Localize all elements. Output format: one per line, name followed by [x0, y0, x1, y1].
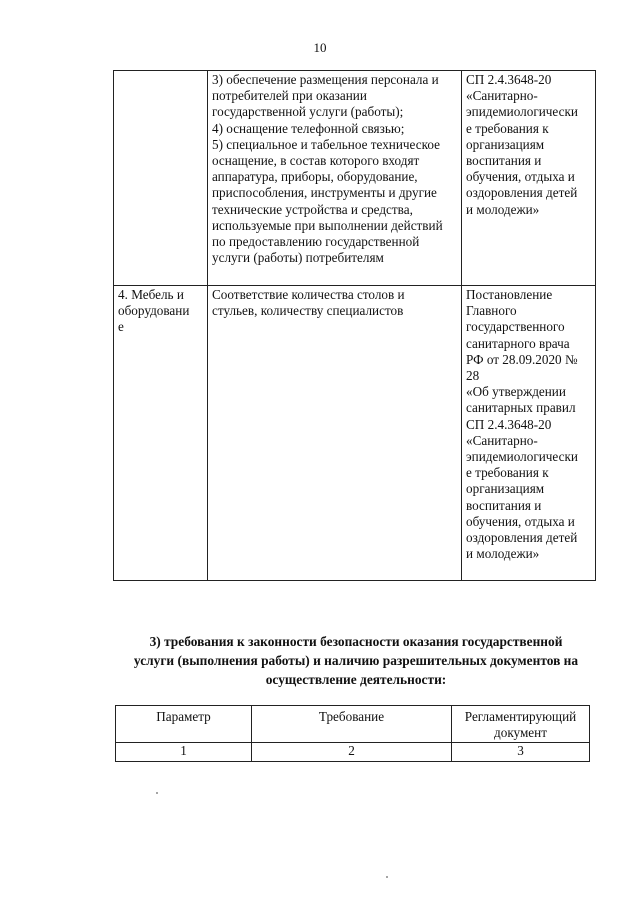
requirements-table — [113, 70, 596, 581]
table-cell-document — [462, 71, 596, 286]
parameter-text: 4. Мебель и — [118, 287, 184, 302]
header-cell-document: Регламентирующий документ — [452, 706, 590, 743]
section-heading-line: 3) требования к законности безопасности оказания государственной — [149, 634, 563, 649]
table-header-row — [116, 706, 590, 743]
document-text: е требования к — [466, 120, 549, 136]
requirement-text: используемые при выполнении действий — [212, 217, 443, 233]
document-text: обучения, отдыха и — [466, 513, 575, 529]
column-number-cell: 3 — [452, 743, 590, 761]
table-cell-parameter — [114, 71, 208, 286]
document-text: Постановление — [466, 287, 553, 302]
document-text: и молодежи» — [466, 201, 540, 217]
requirement-text: 5) специальное и табельное техническое — [212, 136, 440, 152]
document-text: СП 2.4.3648-20 — [466, 416, 552, 432]
document-text: оздоровления детей — [466, 185, 578, 201]
requirement-text: 3) обеспечение размещения персонала и — [212, 72, 439, 87]
table-row — [114, 286, 596, 581]
column-number-cell: 2 — [252, 743, 452, 761]
document-text: воспитания и — [466, 153, 542, 169]
requirement-text: приспособления, инструменты и другие — [212, 185, 437, 201]
document-text: эпидемиологически — [466, 449, 578, 465]
column-number-cell: 1 — [116, 743, 252, 761]
table-cell-document — [462, 286, 596, 581]
document-text: воспитания и — [466, 497, 542, 513]
document-text: и молодежи» — [466, 546, 540, 562]
requirement-text: технические устройства и средства, — [212, 201, 413, 217]
table-cell-parameter — [114, 286, 208, 581]
document-text: «Об утверждении — [466, 384, 566, 400]
requirement-text: 4) оснащение телефонной связью; — [212, 120, 405, 136]
document-text: санитарного врача — [466, 335, 570, 351]
document-text: организациям — [466, 136, 545, 152]
document-text: обучения, отдыха и — [466, 169, 575, 185]
document-text: «Санитарно- — [466, 88, 538, 104]
header-cell-parameter: Параметр — [116, 706, 252, 743]
requirement-text: государственной услуги (работы); — [212, 104, 404, 120]
section-heading-line: осуществление деятельности: — [265, 672, 447, 687]
document-text: «Санитарно- — [466, 432, 538, 448]
document-text: СП 2.4.3648-20 — [466, 72, 552, 87]
document-text: организациям — [466, 481, 545, 497]
section-heading — [118, 632, 594, 689]
requirement-text: потребителей при оказании — [212, 88, 367, 104]
parameters-table — [115, 705, 590, 762]
requirement-text: Соответствие количества столов и — [212, 287, 405, 302]
document-text: 28 — [466, 368, 480, 384]
document-text: оздоровления детей — [466, 530, 578, 546]
document-text: санитарных правил — [466, 400, 576, 416]
document-text: е требования к — [466, 465, 549, 481]
section-heading-line: услуги (выполнения работы) и наличию разрешительных документов на — [133, 653, 579, 668]
table-cell-requirement — [208, 71, 462, 286]
page-number: 10 — [313, 40, 327, 55]
requirement-text: стульев, количеству специалистов — [212, 303, 404, 319]
parameter-text: е — [118, 319, 124, 335]
scan-speck — [156, 792, 158, 794]
requirement-text: аппаратура, приборы, оборудование, — [212, 169, 418, 185]
scan-speck — [386, 876, 388, 878]
document-text: Главного — [466, 303, 517, 319]
requirement-text: услуги (работы) потребителям — [212, 250, 384, 266]
table-cell-requirement — [208, 286, 462, 581]
requirement-text: оснащение, в состав которого входят — [212, 153, 420, 169]
document-text: РФ от 28.09.2020 № — [466, 351, 578, 367]
table-row — [114, 71, 596, 286]
table-row — [116, 743, 590, 761]
document-text: эпидемиологически — [466, 104, 578, 120]
header-cell-requirement: Требование — [252, 706, 452, 743]
document-text: государственного — [466, 319, 565, 335]
parameter-text: оборудовани — [118, 303, 190, 319]
requirement-text: по предоставлению государственной — [212, 234, 420, 250]
